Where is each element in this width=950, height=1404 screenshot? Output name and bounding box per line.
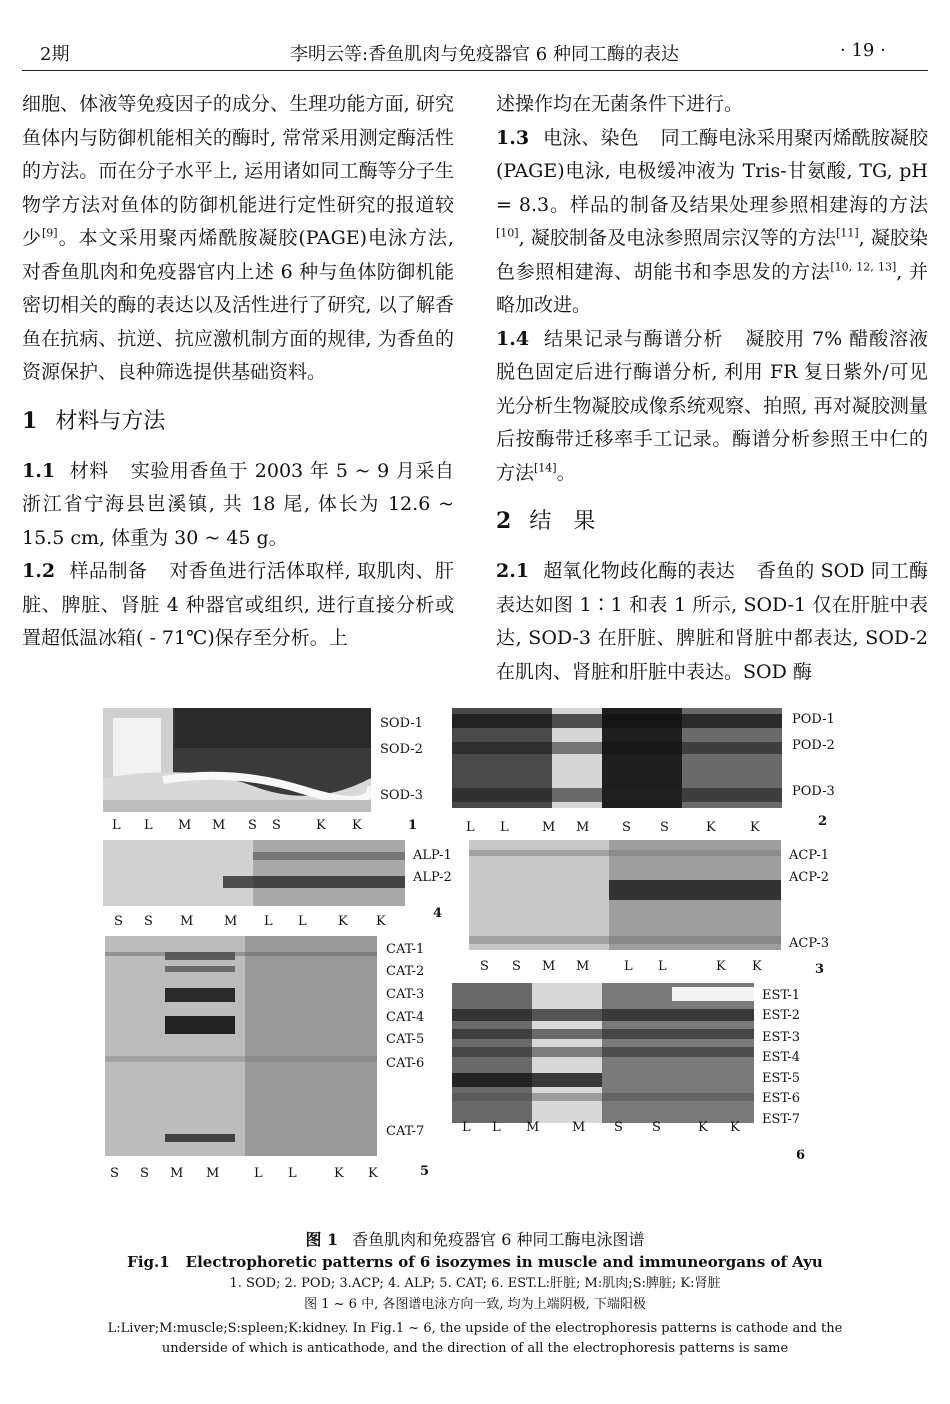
- band-label: CAT-7: [386, 1124, 425, 1139]
- band-label: EST-5: [762, 1071, 801, 1086]
- band-label: CAT-3: [386, 987, 425, 1002]
- band-label: POD-2: [792, 738, 835, 753]
- panel-number: 5: [420, 1164, 430, 1179]
- panel-number: 2: [818, 814, 828, 829]
- panel-number: 3: [815, 962, 825, 977]
- acp-gel-image: [469, 840, 781, 950]
- figure-caption-zh: 图 1 香鱼肌肉和免疫器官 6 种同工酶电泳图谱: [305, 1230, 645, 1249]
- panel-number: 4: [433, 906, 443, 921]
- band-label: EST-6: [762, 1091, 801, 1106]
- band-label: CAT-4: [386, 1010, 425, 1025]
- band-label: POD-3: [792, 784, 835, 799]
- continued-text: 述操作均在无菌条件下进行。: [496, 93, 744, 115]
- issue-number: 2期: [40, 44, 70, 65]
- band-label: SOD-3: [380, 788, 423, 803]
- caption-note-en: L:Liver;M:muscle;S:spleen;K:kidney. In Fig.1 ~ 6, the upside of the electrophoresis patterns is cathode and the: [107, 1321, 843, 1336]
- caption-note-en-cont: underside of which is anticathode, and the direction of all the electrophoresis patterns is same: [161, 1341, 789, 1356]
- section-1-3: 1.3 电泳、染色 同工酶电泳采用聚丙烯酰胺凝胶(PAGE)电泳, 电极缓冲液为 Tris-甘氨酸, TG, pH = 8.3。样品的制备及结果处理参照相建海的方法[10], 凝胶制备及电泳参照周宗汉等的方法[11], 凝胶染色参照相建海、胡能书和李思发的方法[10, 12, 13], 并略加改进。: [496, 126, 928, 316]
- panel-number: 6: [796, 1148, 806, 1163]
- band-label: CAT-5: [386, 1032, 425, 1047]
- band-label: SOD-2: [380, 742, 423, 757]
- section-1-1: 1.1 材料 实验用香鱼于 2003 年 5 ~ 9 月采自浙江省宁海县岜溪镇, 共 18 尾, 体长为 12.6 ~ 15.5 cm, 体重为 30 ~ 45 g。: [22, 459, 454, 549]
- section-1-2: 1.2 样品制备 对香鱼进行活体取样, 取肌肉、肝脏、脾脏、肾脏 4 种器官或组织, 进行直接分析或置超低温冰箱( - 71℃)保存至分析。上: [22, 560, 454, 649]
- band-label: ALP-1: [413, 848, 452, 863]
- header-rule: [22, 70, 928, 71]
- band-label: CAT-1: [386, 942, 425, 957]
- right-column: [496, 88, 928, 689]
- band-label: EST-7: [762, 1112, 801, 1127]
- section-1-heading: 1 材料与方法: [22, 407, 166, 434]
- section-2-1: 2.1 超氧化物歧化酶的表达 香鱼的 SOD 同工酶表达如图 1∶1 和表 1 所示, SOD-1 仅在肝脏中表达, SOD-3 在肝脏、脾脏和肾脏中都表达, SOD-2 在肌肉、肾脏和肝脏中表达。SOD 酶: [496, 560, 928, 683]
- band-label: ACP-1: [789, 848, 830, 863]
- caption-legend: 1. SOD; 2. POD; 3.ACP; 4. ALP; 5. CAT; 6. EST.L:肝脏; M:肌肉;S:脾脏; K:肾脏: [229, 1276, 721, 1291]
- sod-gel-image: [103, 708, 371, 812]
- citation-ref: [9]: [42, 226, 58, 240]
- figure-caption-en: Fig.1 Electrophoretic patterns of 6 isozymes in muscle and immuneorgans of Ayu: [127, 1253, 823, 1271]
- band-label: EST-1: [762, 988, 801, 1003]
- band-label: EST-4: [762, 1050, 801, 1065]
- band-label: EST-3: [762, 1030, 801, 1045]
- left-column: [22, 88, 454, 656]
- alp-gel-image: [103, 840, 405, 906]
- band-label: EST-2: [762, 1008, 801, 1023]
- band-label: CAT-2: [386, 964, 425, 979]
- pod-gel-image: [452, 708, 782, 808]
- section-1-4: 1.4 结果记录与酶谱分析 凝胶用 7% 醋酸溶液脱色固定后进行酶谱分析, 利用 FR 复日紫外/可见光分析生物凝胶成像系统观察、拍照, 再对凝胶测量后按酶带迁移率手工记录。酶谱分析参照王中仁的方法[14]。: [496, 327, 928, 484]
- intro-paragraph: 细胞、体液等免疫因子的成分、生理功能方面, 研究鱼体内与防御机能相关的酶时, 常常采用测定酶活性的方法。而在分子水平上, 运用诸如同工酶等分子生物学方法对鱼体的防御机能进行定性研究的报道较少[9]。本文采用聚丙烯酰胺凝胶(PAGE)电泳方法, 对香鱼肌肉和免疫器官内上述 6 种与鱼体防御机能密切相关的酶的表达以及活性进行了研究, 以了解香鱼在抗病、抗逆、抗应激机制方面的规律, 为香鱼的资源保护、良种筛选提供基础资料。: [22, 93, 454, 383]
- band-label: ALP-2: [413, 870, 452, 885]
- panel-number: 1: [408, 818, 418, 833]
- section-2-heading: 2 结 果: [496, 508, 596, 534]
- est-gel-image: [452, 983, 754, 1123]
- figure-1: SOD-1 SOD-2 SOD-3 L L M M S S K K 1 POD-1 POD-2 POD-3 L L M M S S K K 2 ALP-1 ALP-2 S S M M L L K K 4 ACP-1 ACP-2 ACP-3 S S M M L L K K 3 CAT-1 CAT-2 CAT-3 CAT-4 CAT-5 CAT-6 CAT-7 S S M M L L K K 5 EST-1 EST-2 EST-3 EST-4 EST-5 EST-6 EST-7 L L M M S S K K 6: [0, 700, 950, 1200]
- band-label: POD-1: [792, 712, 835, 727]
- band-label: SOD-1: [380, 716, 423, 731]
- band-label: ACP-3: [789, 936, 830, 951]
- caption-note-zh: 图 1 ~ 6 中, 各图谱电泳方向一致, 均为上端阴极, 下端阳极: [304, 1297, 646, 1312]
- running-title: 李明云等:香鱼肌肉与免疫器官 6 种同工酶的表达: [290, 44, 679, 65]
- cat-gel-image: [105, 936, 377, 1156]
- band-label: CAT-6: [386, 1056, 425, 1071]
- running-header: [22, 38, 928, 66]
- band-label: ACP-2: [789, 870, 830, 885]
- page-number: · 19 ·: [840, 40, 886, 61]
